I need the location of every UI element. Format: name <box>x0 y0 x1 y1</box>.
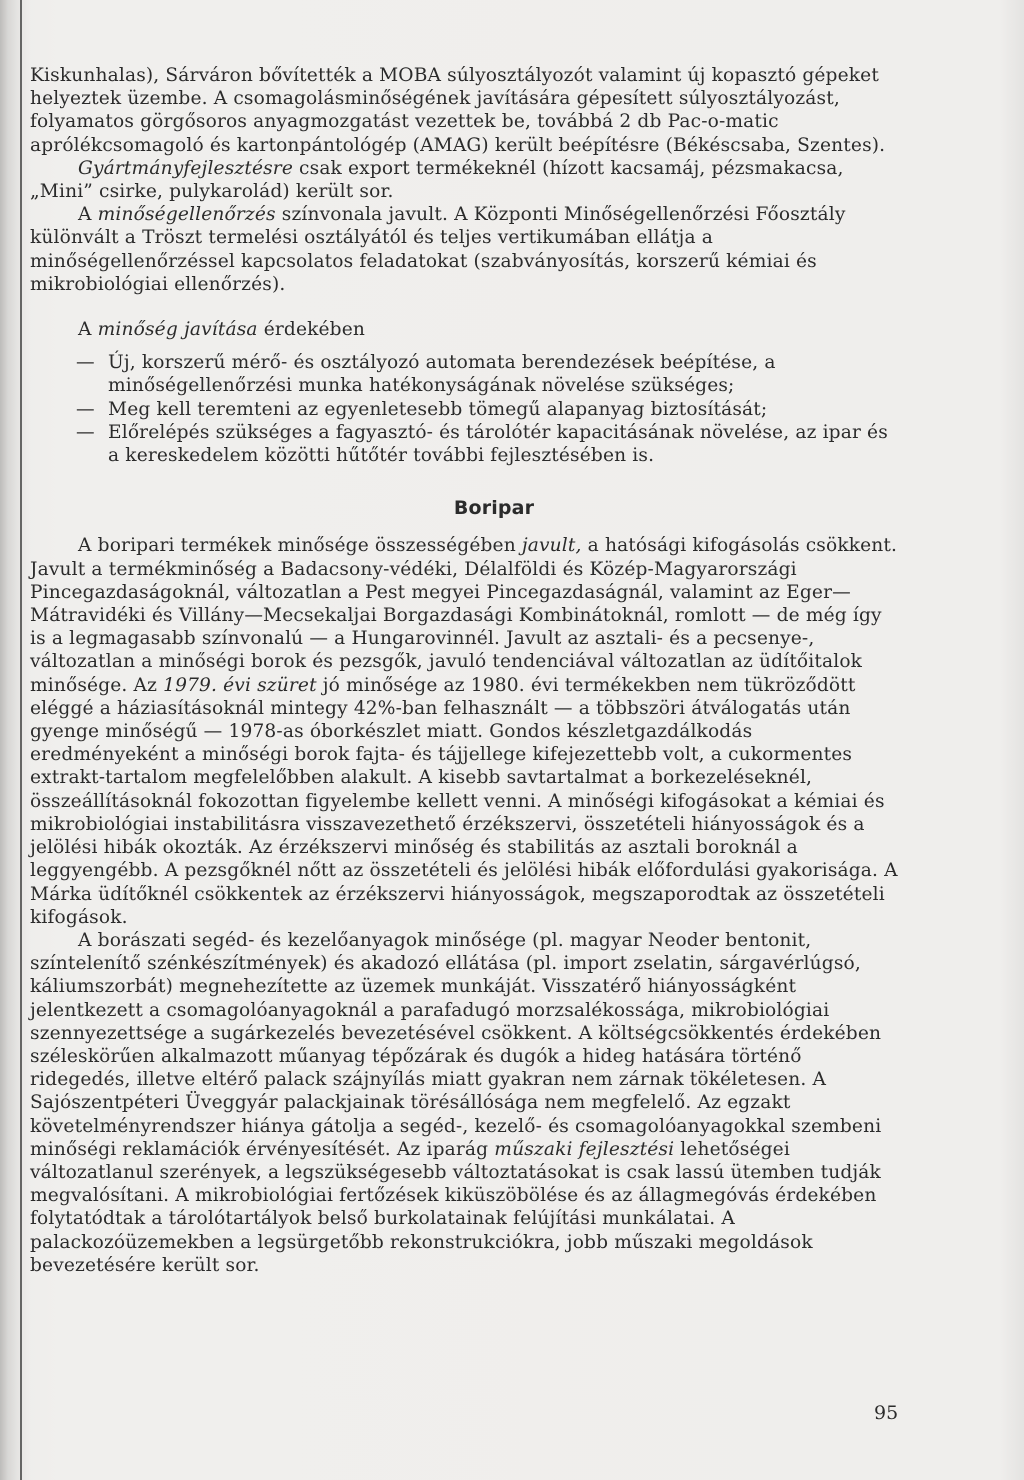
list-item <box>30 351 902 397</box>
quality-control-text: színvonala javult. A Központi Minőségellenőrzési Főosztály különvált a Tröszt termelési osztályától és teljes vertikumában ellátja a minőségellenőrzéssel kapcsolatos feladatokat (szabványosítás, korszerű kémiai és mikrobiológiai ellenőrzés). <box>30 204 846 295</box>
wine-p1-em-vintage: 1979. évi szüret <box>163 674 317 696</box>
list-item-text: Meg kell teremteni az egyenletesebb tömegű alapanyag biztosítását; <box>108 398 768 420</box>
quality-improvement-prefix: A <box>78 319 98 341</box>
wine-industry-paragraph-1 <box>30 534 902 928</box>
quality-improvement-term: minőség javítása <box>97 319 258 341</box>
list-item <box>30 398 902 421</box>
wine-p2-em-technical: műszaki fejlesztési <box>494 1138 675 1160</box>
section-heading: Boripar <box>453 497 535 520</box>
page-body <box>30 64 902 1277</box>
wine-p1-middle: a hatósági kifogásolás csökkent. Javult a termékminőség a Badacsony-védéki, Délalföldi és Közép-Magyarországi Pincegazdaságoknál, változatlan a Pest megyei Pincegazdaságnál, valamint az Eger—Mátravidéki és Villány—Mecsekaljai Borgazdasági Kombinátoknál, romlott — de még így is a legmagasabb színvonalú — a Hungarovinnél. Javult az asztali- és a pecsenye-, változatlan a minőségi borok és pezsgők, javuló tendenciával változatlan az üdítőitalok minősége. Az <box>30 535 898 696</box>
quality-control-prefix: A <box>78 204 98 226</box>
list-item-text: Előrelépés szükséges a fagyasztó- és tárolótér kapacitásának növelése, az ipar és a kereskedelem közötti hűtőtér további fejlesztésében is. <box>108 421 888 467</box>
wine-p1-prefix: A boripari termékek minősége összességében <box>78 535 522 557</box>
page-gutter <box>0 0 30 1480</box>
wine-p2-rest: lehetőségei változatlanul szerények, a legszükségesebb változtatásokat is csak lassú ütemben tudják megvalósítani. A mikrobiológiai fertőzések kiküszöbölése és az állagmegóvás érdekében folytatódtak a tárolótartályok belső burkolatainak felújítási munkálatai. A palackozóüzemekben a legsürgetőbb rekonstrukciókra, jobb műszaki megoldások bevezetésére került sor. <box>30 1138 881 1276</box>
quality-control-term: minőségellenőrzés <box>97 204 276 226</box>
quality-control-paragraph <box>30 203 902 296</box>
dash-marker: — <box>76 421 95 443</box>
gutter-edge-line <box>20 0 22 1480</box>
dash-marker: — <box>76 398 95 420</box>
quality-improvement-text: érdekében <box>257 319 366 341</box>
wine-p1-em-improved: javult, <box>521 535 582 557</box>
list-item-text: Új, korszerű mérő- és osztályozó automata berendezések beépítése, a minőségellenőrzési munka hatékonyságának növelése szükséges; <box>108 352 776 397</box>
wine-p2-prefix: A borászati segéd- és kezelőanyagok minősége (pl. magyar Neoder bentonit, színtelenítő szénkészítmények) és akadozó ellátása (pl. import zselatin, sárgavérlúgsó, káliumszorbát) megnehezítette az üzemek munkáját. Visszatérő hiányosságként jelentkezett a csomagolóanyagoknál a parafadugó morzsalékossága, mikrobiológiai szennyezettsége a sugárkezelés bevezetésével csökkent. A költségcsökkentés érdekében széleskörűen alkalmazott műanyag tépőzárak és dugók a hideg hatására történő ridegedés, illetve eltérő palack szájnyílás miatt gyakran nem zárnak tökéletesen. A Sajószentpéteri Üveggyár palackjainak törésállósága nem megfelelő. Az egzakt követelményrendszer hiánya gátolja a segéd-, kezelő- és csomagolóanyagokkal szembeni minőségi reklamációk érvényesítését. Az iparág <box>30 929 882 1160</box>
wine-industry-paragraph-2 <box>30 929 902 1277</box>
wine-p1-rest: jó minősége az 1980. évi termékekben nem tükröződött eléggé a háziasításoknál mintegy 42%-ban felhasznált — a többszöri átválogatás után gyenge minőségű — 1978-as óborkészlet miatt. Gondos készletgazdálkodás eredményeként a minőségi borok fajta- és tájjellege kifejezettebb volt, a cukormentes extrakt-tartalom megfelelőbben alakult. A kisebb savtartalmat a borkezeléseknél, összeállításoknál fokozottan figyelembe kellett venni. A minőségi kifogásokat a kémiai és mikrobiológiai instabilitásra visszavezethető érzékszervi, összetételi hiányosságok és a jelölési hibák okozták. Az érzékszervi minőség és stabilitás az asztali boroknál a leggyengébb. A pezsgőknél nőtt az összetételi és jelölési hibák előfordulási gyakorisága. A Márka üdítőknél csökkentek az érzékszervi hiányosságok, megszaporodtak az összetételi kifogások. <box>30 674 898 928</box>
page-number: 95 <box>874 1402 899 1424</box>
product-development-text: csak export termékeknél (hízott kacsamáj, pézsmakacsa, „Mini” csirke, pulykarolád) került sor. <box>30 157 844 203</box>
product-development-term: Gyártmányfejlesztésre <box>78 157 293 179</box>
intro-paragraph-1: Kiskunhalas), Sárváron bővítették a MOBA súlyosztályozót valamint új kopasztó gépeket helyeztek üzembe. A csomagolásminőségének javítására gépesített súlyosztályozást, folyamatos görgősoros anyagmozgatást vezettek be, továbbá 2 db Pac-o-matic aprólékcsomagoló és kartonpántológép (AMAG) került beépítésre (Békéscsaba, Szentes). <box>30 65 886 156</box>
dash-marker: — <box>76 352 95 374</box>
quality-improvement-intro <box>30 318 902 341</box>
product-development-paragraph <box>30 157 902 203</box>
list-item <box>30 421 902 467</box>
